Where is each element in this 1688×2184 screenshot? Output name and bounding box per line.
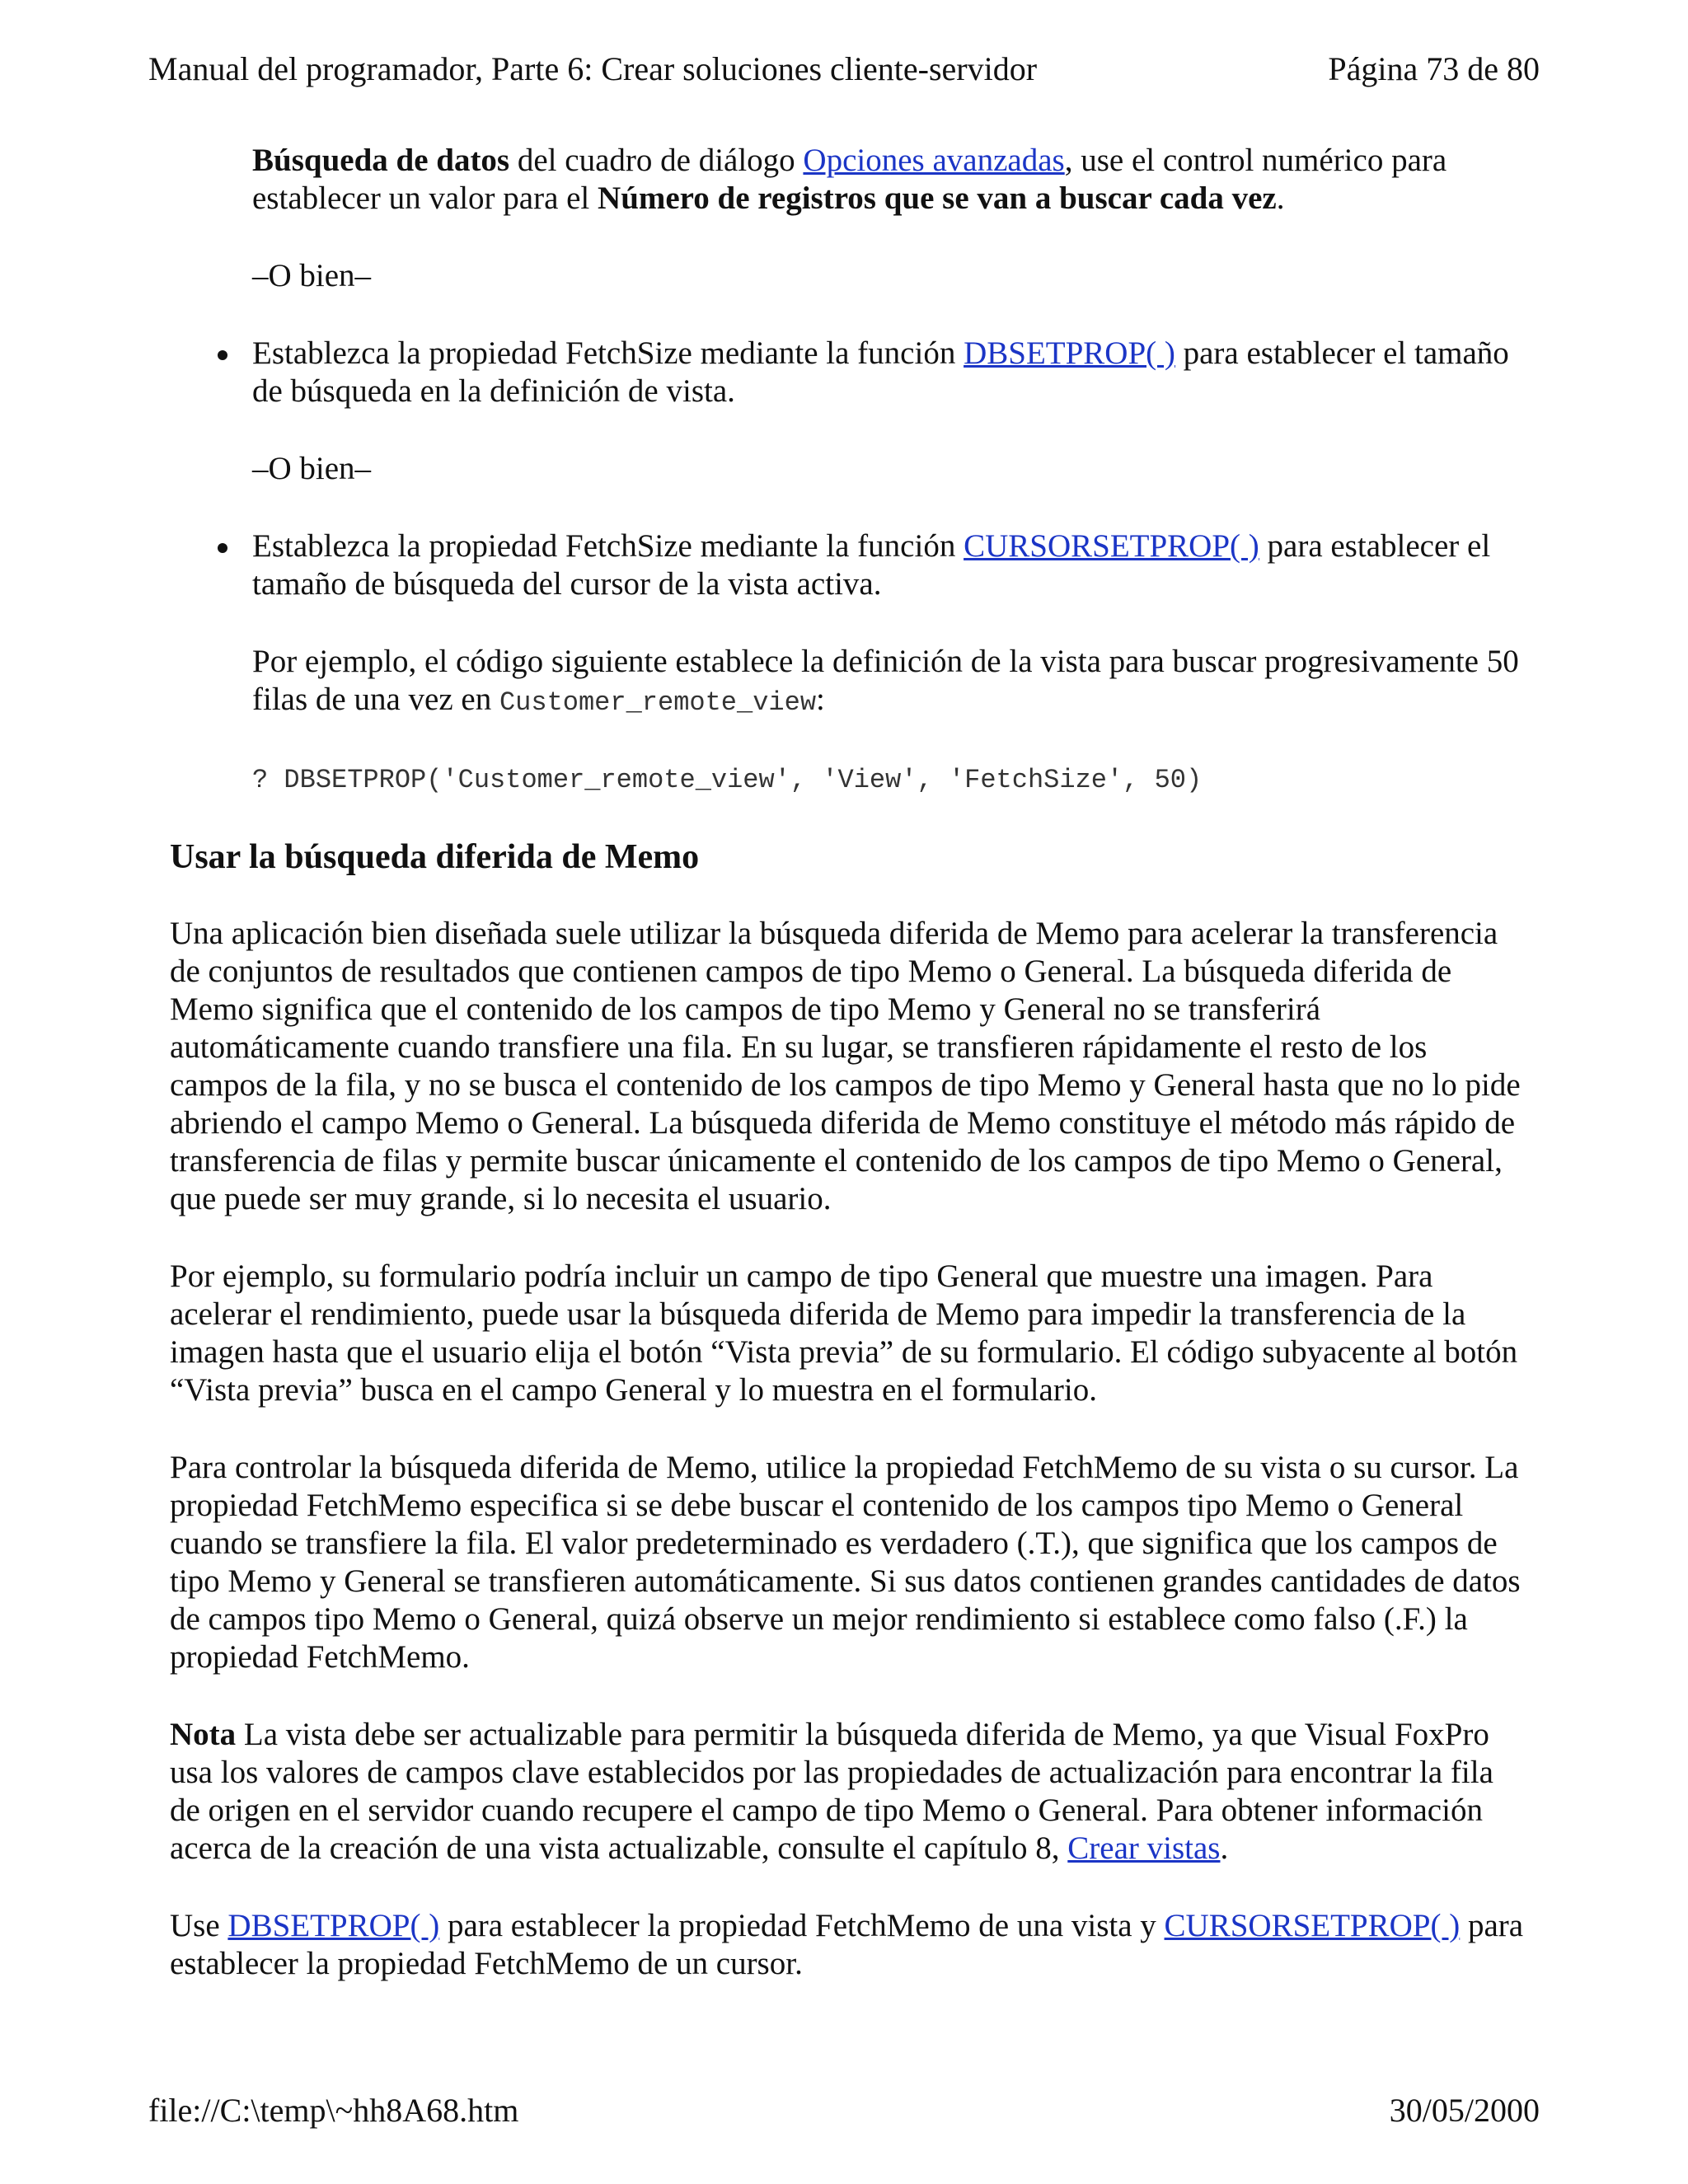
page-header-title: Manual del programador, Parte 6: Crear soluciones cliente-servidor [148, 50, 1038, 87]
paragraph-1: Una aplicación bien diseñada suele utilizar la búsqueda diferida de Memo para acelerar la transferencia de conjuntos de resultados que contienen campos de tipo Memo o General. La búsqueda diferida de Memo significa que el contenido de los campos de tipo Memo y General no se transferirá automáticamente cuando transfiere una fila. En su lugar, se transfieren rápidamente el resto de los campos de la fila, y no se busca el contenido de los campos de tipo Memo y General hasta que no lo pide abriendo el campo Memo o General. La búsqueda diferida de Memo constituye el método más rápido de transferencia de filas y permite buscar únicamente el contenido de los campos de tipo Memo o General, que puede ser muy grande, si lo necesita el usuario. [170, 916, 1521, 1216]
opciones-avanzadas-link[interactable]: Opciones avanzadas [803, 143, 1065, 178]
bullet-item-cursorsetprop [170, 527, 1530, 603]
bullet-item-dbsetprop [170, 335, 1530, 410]
last-text-3: para establecer la propiedad FetchMemo de un cursor. [170, 1908, 1524, 1981]
last-text-1: Use [170, 1908, 228, 1943]
page-footer-date: 30/05/2000 [1389, 2092, 1540, 2129]
bullet-list-1 [170, 335, 1530, 410]
document-body [170, 142, 1530, 1988]
note-text-1: La vista debe ser actualizable para permitir la búsqueda diferida de Memo, ya que Visual FoxPro usa los valores de campos clave establecidos por las propiedades de actualización para encontrar la fila de origen en el servidor cuando recupere el campo de tipo Memo o General. Para obtener información acerca de la creación de una vista actualizable, consulte el capítulo 8, [170, 1717, 1493, 1866]
crear-vistas-link[interactable]: Crear vistas [1067, 1830, 1221, 1866]
example-text-2: : [816, 682, 825, 717]
note-label: Nota [170, 1717, 237, 1752]
paragraph-3: Para controlar la búsqueda diferida de Memo, utilice la propiedad FetchMemo de su vista o su cursor. La propiedad FetchMemo especifica si se debe buscar el contenido de los campos tipo Memo o General cuando se transfiere la fila. El valor predeterminado es verdadero (.T.), que significa que los campos de tipo Memo y General se transfieren automáticamente. Si sus datos contienen grandes cantidades de datos de campos tipo Memo o General, quizá observe un mejor rendimiento si establece como falso (.F.) la propiedad FetchMemo. [170, 1450, 1521, 1675]
bullet2-text-1: Establezca la propiedad FetchSize mediante la función [252, 528, 964, 564]
cursorsetprop-link[interactable]: CURSORSETPROP( ) [964, 528, 1259, 564]
intro-bold-numero: Número de registros que se van a buscar cada vez [598, 180, 1277, 216]
bullet-list-2 [170, 527, 1530, 603]
dbsetprop-link[interactable]: DBSETPROP( ) [964, 335, 1175, 371]
bullet1-text-1: Establezca la propiedad FetchSize mediante la función [252, 335, 964, 371]
paragraph-2: Por ejemplo, su formulario podría incluir un campo de tipo General que muestre una imagen. Para acelerar el rendimiento, puede usar la búsqueda diferida de Memo para impedir la transferencia de la imagen hasta que el usuario elija el botón “Vista previa” de su formulario. El código subyacente al botón “Vista previa” busca en el campo General y lo muestra en el formulario. [170, 1258, 1518, 1408]
intro-paragraph [252, 142, 1530, 218]
intro-bold-busqueda: Búsqueda de datos [252, 143, 510, 178]
intro-text-3: . [1276, 180, 1285, 216]
example-paragraph [252, 643, 1530, 722]
last-paragraph [170, 1907, 1530, 1983]
note-paragraph [170, 1716, 1530, 1868]
note-text-2: . [1220, 1830, 1229, 1866]
page-header-page-number: Página 73 de 80 [1328, 50, 1540, 87]
o-bien-separator-2: –O bien– [252, 451, 372, 486]
intro-text-1: del cuadro de diálogo [509, 143, 804, 178]
page-footer-file-path: file://C:\temp\~hh8A68.htm [148, 2092, 519, 2129]
bullet1-text-2: para establecer el tamaño de búsqueda en la definición de vista. [252, 335, 1509, 409]
cursorsetprop-link-2[interactable]: CURSORSETPROP( ) [1164, 1908, 1461, 1943]
last-text-2: para establecer la propiedad FetchMemo de una vista y [439, 1908, 1165, 1943]
bullet2-text-2: para establecer el tamaño de búsqueda del cursor de la vista activa. [252, 528, 1491, 602]
bullet-dot [218, 543, 227, 553]
dbsetprop-link-2[interactable]: DBSETPROP( ) [227, 1908, 440, 1943]
section-heading: Usar la búsqueda diferida de Memo [170, 838, 700, 876]
o-bien-separator-1: –O bien– [252, 258, 372, 293]
intro-text-2: , use el control numérico para establecer un valor para el [252, 143, 1447, 216]
example-text-1: Por ejemplo, el código siguiente establece la definición de la vista para buscar progresivamente 50 filas de una vez en [252, 644, 1519, 717]
bullet-dot [218, 350, 227, 360]
code-sample: ? DBSETPROP('Customer_remote_view', 'View', 'FetchSize', 50) [252, 765, 1203, 795]
inline-code-view-name: Customer_remote_view [499, 687, 817, 718]
